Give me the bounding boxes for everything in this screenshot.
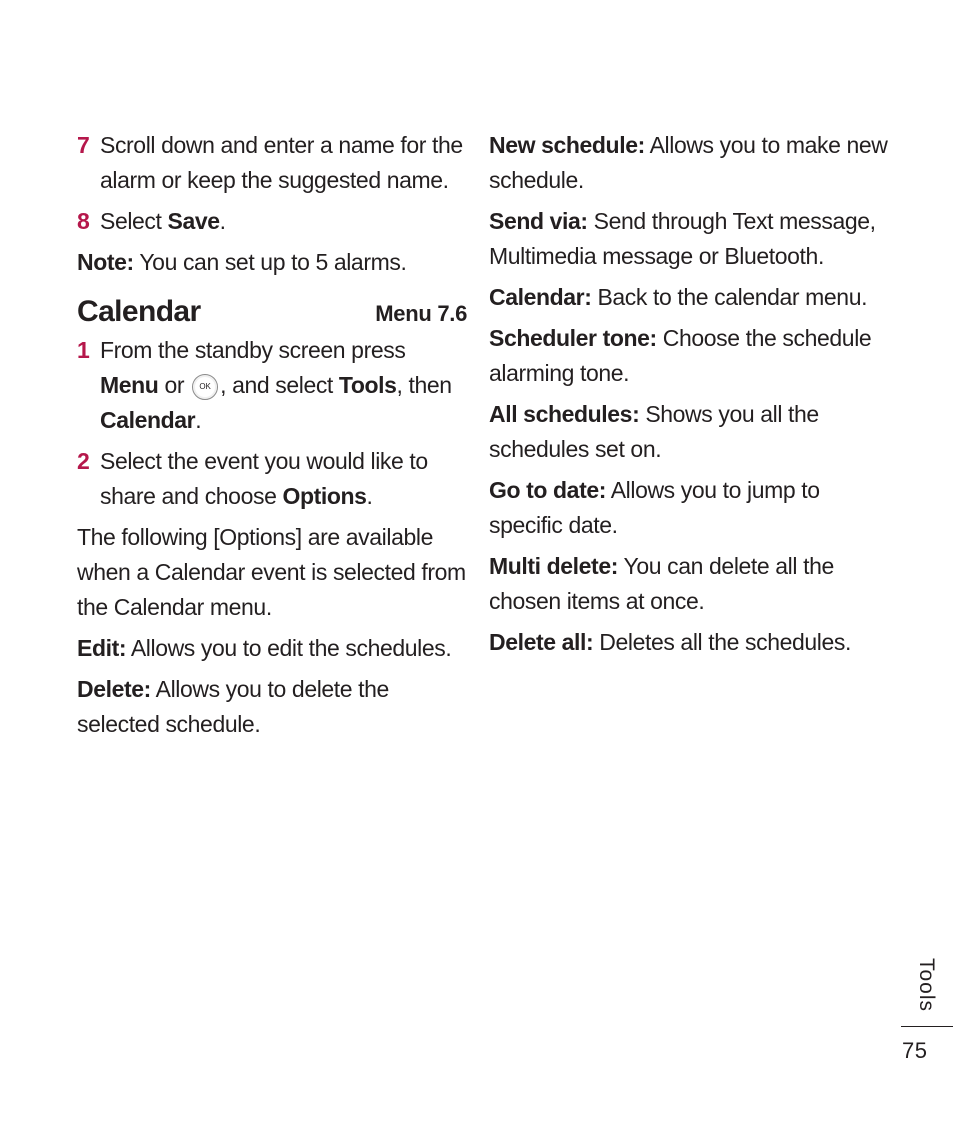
option-label: Multi delete: <box>489 553 618 579</box>
page-number: 75 <box>902 1038 928 1063</box>
option-new-schedule <box>489 128 889 198</box>
option-send-via <box>489 204 889 274</box>
step-2 <box>77 444 467 514</box>
option-text: Choose the schedule alarming tone. <box>489 325 872 386</box>
calendar-keyword: Calendar <box>100 407 196 433</box>
option-label: Delete: <box>77 676 151 702</box>
step-text: , and select <box>220 372 339 398</box>
step-1 <box>77 333 467 438</box>
step-punct: . <box>219 208 226 234</box>
option-text: Shows you all the schedules set on. <box>489 401 819 462</box>
step-punct: . <box>366 483 373 509</box>
option-label: Delete all: <box>489 629 594 655</box>
option-text: Send through Text message, Multimedia message or Bluetooth. <box>489 208 876 269</box>
option-multi-delete <box>489 549 889 619</box>
step-7 <box>77 128 467 198</box>
step-text: From the standby screen press <box>100 337 406 363</box>
section-title: Calendar <box>77 295 201 328</box>
option-text: Allows you to jump to specific date. <box>489 477 820 538</box>
note <box>77 245 467 280</box>
note-label: Note: <box>77 249 134 275</box>
option-text: You can delete all the chosen items at once. <box>489 553 834 614</box>
options-keyword: Options <box>282 483 367 509</box>
option-calendar <box>489 280 889 315</box>
option-label: Scheduler tone: <box>489 325 657 351</box>
option-label: New schedule: <box>489 132 645 158</box>
option-text: Allows you to delete the selected schedule. <box>77 676 389 737</box>
left-column <box>77 128 467 748</box>
menu-reference: Menu 7.6 <box>375 301 467 326</box>
step-number: 7 <box>77 132 90 158</box>
option-label: Calendar: <box>489 284 592 310</box>
section-tab-label: Tools <box>915 957 938 1013</box>
options-intro: The following [Options] are available when a Calendar event is selected from the Calendar menu. <box>77 524 466 620</box>
option-go-to-date <box>489 473 889 543</box>
option-label: Send via: <box>489 208 588 234</box>
tools-keyword: Tools <box>338 372 397 398</box>
ok-key-icon: OK <box>192 374 218 400</box>
option-all-schedules <box>489 397 889 467</box>
option-delete <box>77 672 467 742</box>
step-number: 1 <box>77 337 90 363</box>
step-number: 8 <box>77 208 90 234</box>
option-delete-all <box>489 625 889 660</box>
step-text: , then <box>396 372 452 398</box>
right-column <box>489 128 889 666</box>
step-8 <box>77 204 467 239</box>
option-text: Allows you to make new schedule. <box>489 132 888 193</box>
option-scheduler-tone <box>489 321 889 391</box>
section-header <box>77 294 467 331</box>
option-label: All schedules: <box>489 401 640 427</box>
step-number: 2 <box>77 448 90 474</box>
option-text: Back to the calendar menu. <box>591 284 868 310</box>
step-punct: . <box>195 407 202 433</box>
menu-keyword: Menu <box>100 372 159 398</box>
save-keyword: Save <box>167 208 220 234</box>
step-text: Select the event you would like to share and choose <box>100 448 428 509</box>
step-text: Select <box>100 208 168 234</box>
note-text: You can set up to 5 alarms. <box>133 249 407 275</box>
option-edit <box>77 631 467 666</box>
option-text: Deletes all the schedules. <box>593 629 851 655</box>
option-label: Go to date: <box>489 477 606 503</box>
option-label: Edit: <box>77 635 127 661</box>
step-text: or <box>158 372 191 398</box>
option-text: Allows you to edit the schedules. <box>126 635 452 661</box>
step-text: Scroll down and enter a name for the alarm or keep the suggested name. <box>100 132 463 193</box>
